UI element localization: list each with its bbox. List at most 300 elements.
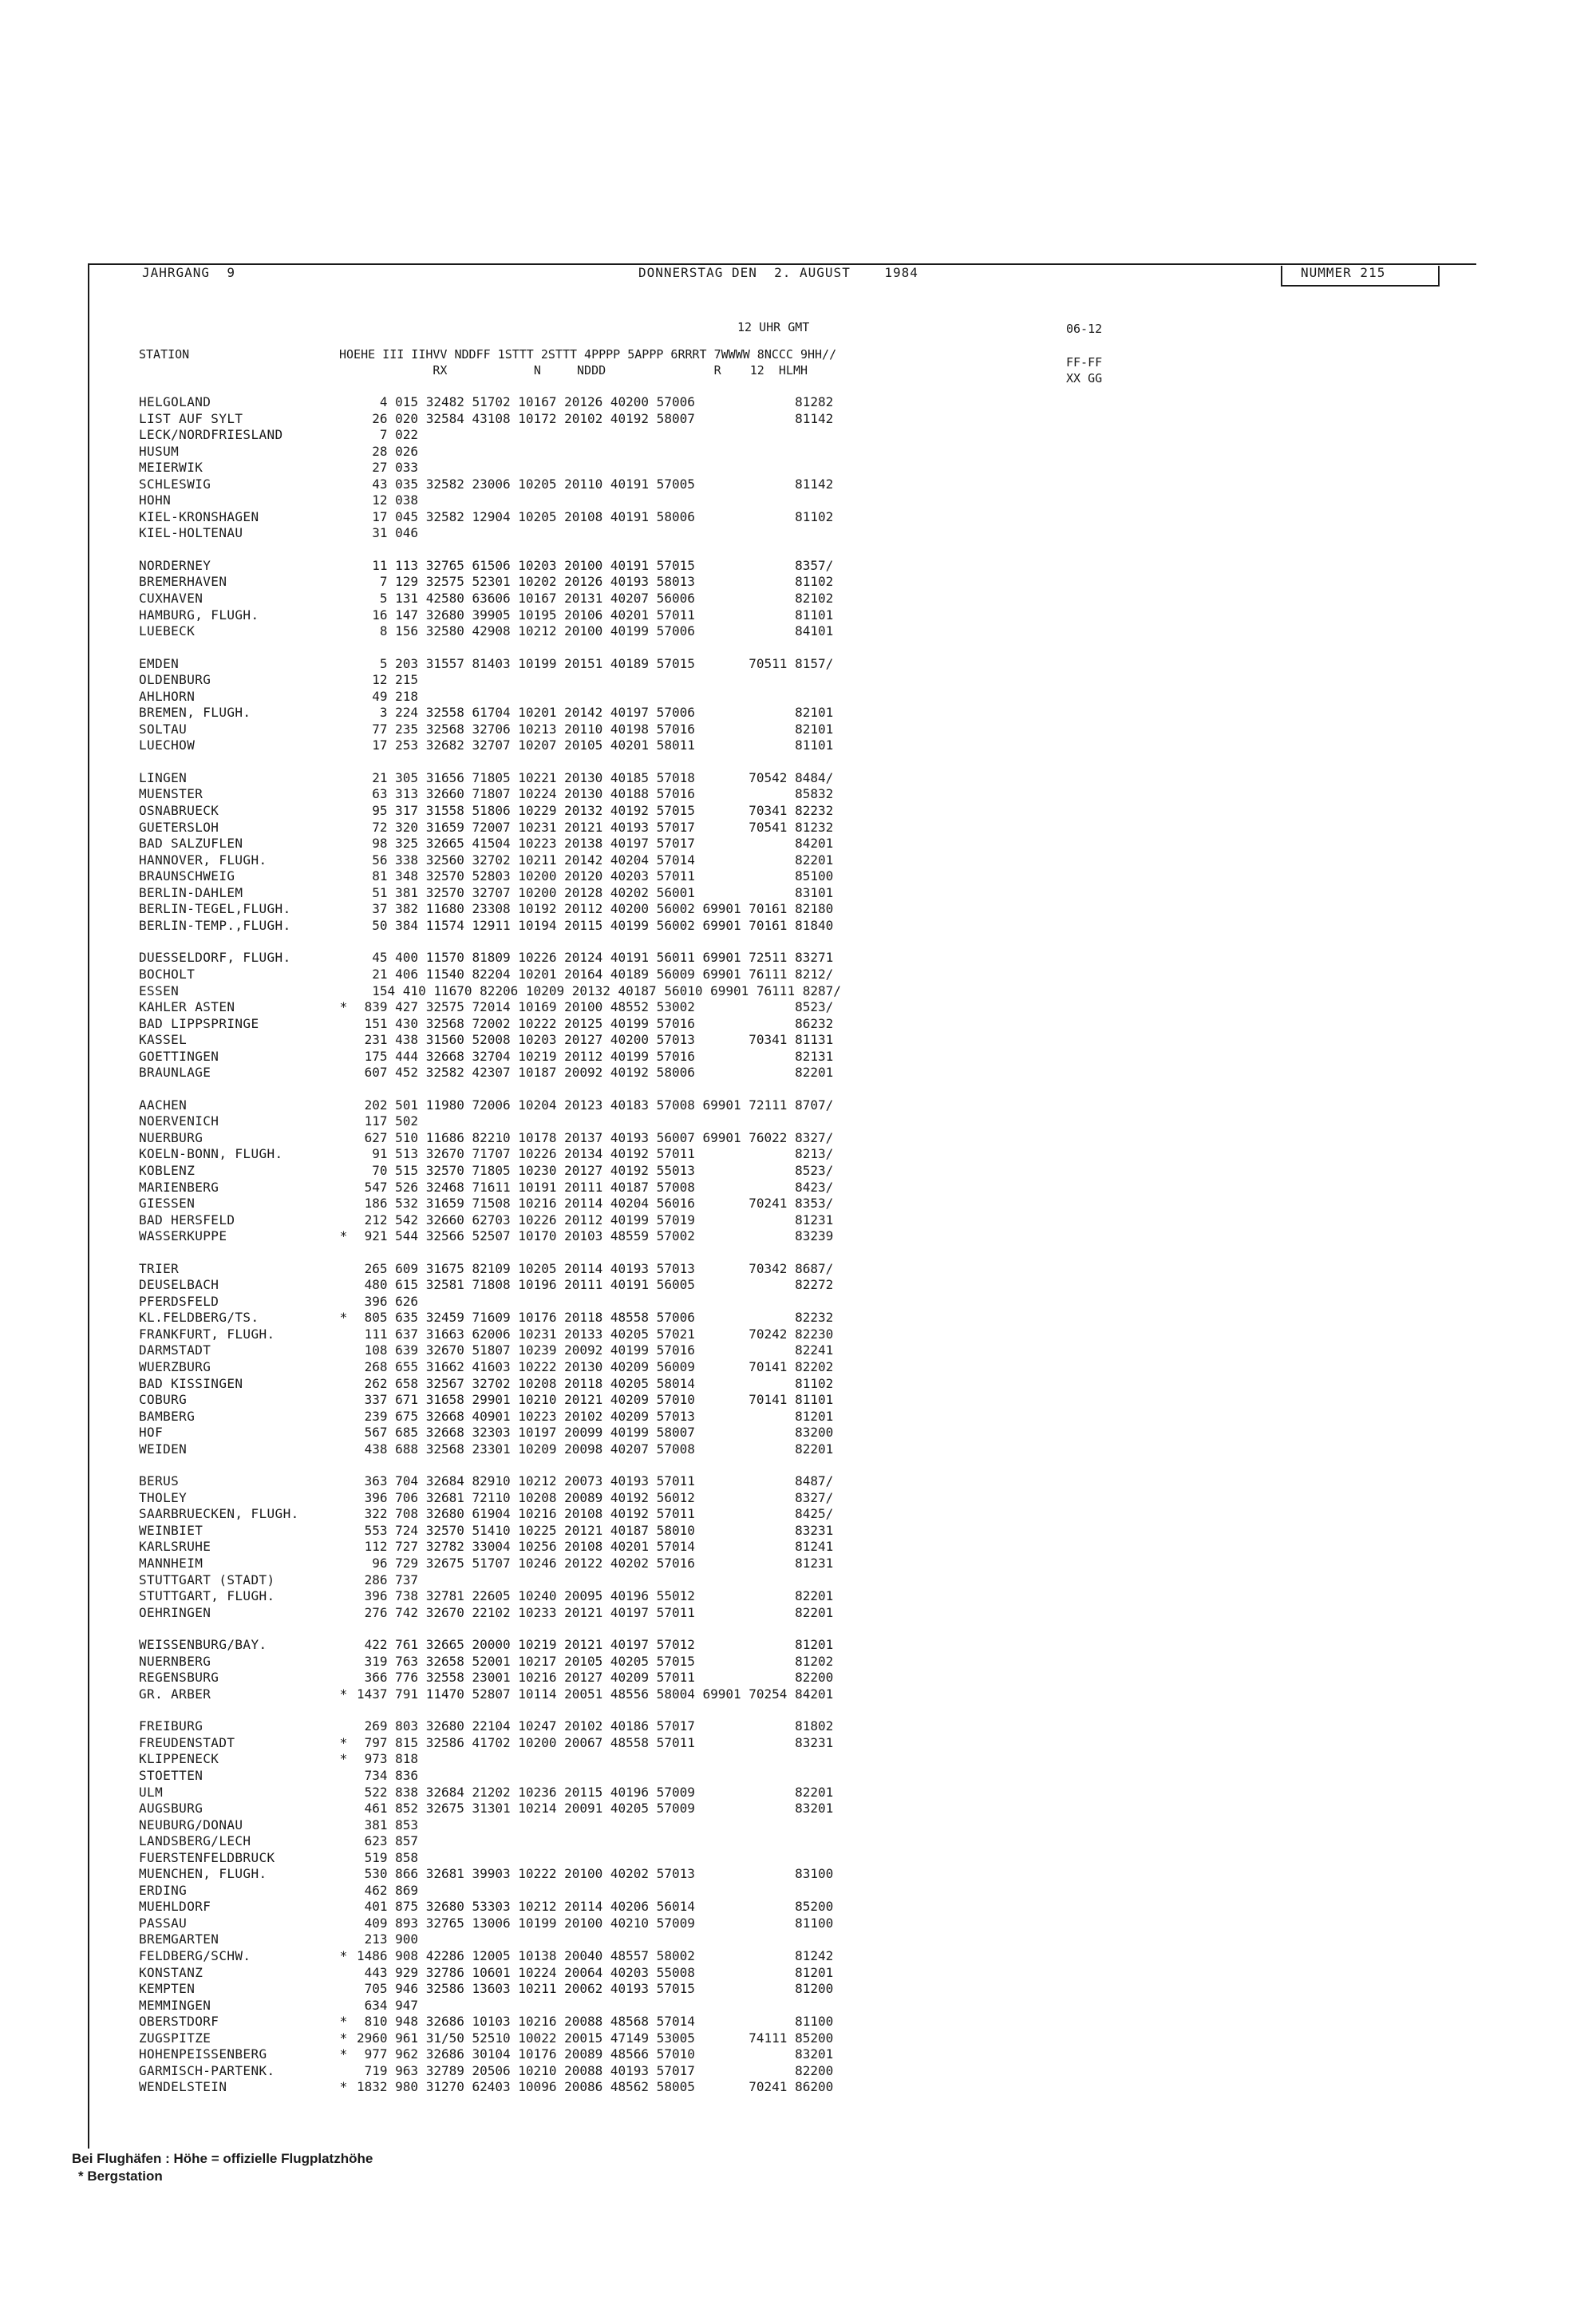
station-name: HELGOLAND bbox=[139, 394, 211, 409]
mountain-station-marker bbox=[330, 770, 357, 787]
station-row bbox=[139, 1785, 1448, 1801]
mountain-station-marker bbox=[330, 1016, 357, 1033]
observation-codes: 810 948 32686 10103 10216 20088 48568 57014 81100 bbox=[357, 2014, 834, 2030]
observation-codes: 3 224 32558 61704 10201 20142 40197 57006 82101 bbox=[357, 705, 834, 721]
station-name: MANNHEIM bbox=[139, 1556, 203, 1571]
observation-codes: 37 382 11680 23308 10192 20112 40200 56002 69901 70161 82180 bbox=[357, 901, 834, 917]
observation-codes: 553 724 32570 51410 10225 20121 40187 58010 83231 bbox=[357, 1522, 834, 1538]
mountain-station-marker: * bbox=[339, 2046, 348, 2062]
station-row bbox=[139, 1751, 1448, 1768]
station-row bbox=[139, 1261, 1448, 1278]
station-row bbox=[139, 1376, 1448, 1393]
mountain-station-marker bbox=[330, 1473, 357, 1490]
mountain-station-marker bbox=[330, 1654, 357, 1670]
observation-codes: 91 513 32670 71707 10226 20134 40192 57011 8213/ bbox=[357, 1146, 834, 1162]
mountain-station-marker bbox=[330, 1785, 357, 1801]
observation-codes: 4 015 32482 51702 10167 20126 40200 57006 81282 bbox=[357, 394, 834, 409]
observation-codes: 5 203 31557 81403 10199 20151 40189 57015 70511 8157/ bbox=[357, 655, 834, 671]
station-row bbox=[139, 1409, 1448, 1425]
station-name: BERLIN-TEMP.,FLUGH. bbox=[139, 917, 291, 933]
station-name: THOLEY bbox=[139, 1489, 188, 1505]
station-row bbox=[139, 1899, 1448, 1915]
mountain-station-marker bbox=[330, 1196, 357, 1212]
observation-codes: 45 400 11570 81809 10226 20124 40191 56011 69901 72511 83271 bbox=[357, 950, 834, 966]
observation-codes: 409 893 32765 13006 10199 20100 40210 57009 81100 bbox=[357, 1915, 834, 1931]
station-group bbox=[139, 1718, 1448, 2096]
mountain-station-marker bbox=[330, 1768, 357, 1785]
station-name: KOBLENZ bbox=[139, 1162, 196, 1178]
station-name: KIEL-KRONSHAGEN bbox=[139, 508, 259, 524]
observation-codes: 77 235 32568 32706 10213 20110 40198 57016 82101 bbox=[357, 721, 834, 737]
station-name: WEINBIET bbox=[139, 1522, 203, 1538]
station-name: STOETTEN bbox=[139, 1768, 203, 1784]
station-name: COBURG bbox=[139, 1392, 188, 1408]
station-name: HOHN bbox=[139, 492, 172, 508]
observation-codes: 480 615 32581 71808 10196 20111 40191 56005 82272 bbox=[357, 1277, 834, 1293]
station-name: BOCHOLT bbox=[139, 966, 196, 982]
mountain-station-marker bbox=[330, 1163, 357, 1180]
station-row bbox=[139, 852, 1448, 869]
station-name: GARMISCH-PARTENK. bbox=[139, 2062, 275, 2078]
observation-codes: 381 853 bbox=[357, 1817, 419, 1832]
observation-codes: 31 046 bbox=[357, 525, 419, 541]
mountain-station-marker bbox=[330, 1326, 357, 1343]
station-row bbox=[139, 1294, 1448, 1311]
mountain-station-marker bbox=[330, 1065, 357, 1081]
station-name: DUESSELDORF, FLUGH. bbox=[139, 950, 291, 966]
station-row bbox=[139, 1146, 1448, 1163]
station-group bbox=[139, 1637, 1448, 1702]
station-row bbox=[139, 770, 1448, 787]
mountain-station-marker bbox=[330, 525, 357, 542]
observation-codes: 1486 908 42286 12005 10138 20040 48557 58002 81242 bbox=[357, 1948, 834, 1964]
mountain-station-marker: * bbox=[339, 2014, 348, 2030]
observation-codes: 111 637 31663 62006 10231 20133 40205 57021 70242 82230 bbox=[357, 1326, 834, 1342]
station-name: BREMERHAVEN bbox=[139, 574, 227, 590]
gg-column-header: XX GG bbox=[1066, 371, 1103, 385]
station-name: LUECHOW bbox=[139, 737, 196, 753]
mountain-station-marker bbox=[330, 394, 357, 411]
observation-codes: 396 706 32681 72110 10208 20089 40192 56012 8327/ bbox=[357, 1489, 834, 1505]
station-name: FELDBERG/SCHW. bbox=[139, 1948, 251, 1964]
station-name: GUETERSLOH bbox=[139, 819, 219, 835]
station-name: NORDERNEY bbox=[139, 557, 211, 573]
station-name: KL.FELDBERG/TS. bbox=[139, 1310, 259, 1326]
mountain-station-marker bbox=[330, 1294, 357, 1311]
station-name: MEMMINGEN bbox=[139, 1997, 211, 2013]
station-row bbox=[139, 705, 1448, 722]
station-row bbox=[139, 591, 1448, 607]
station-row bbox=[139, 999, 1448, 1016]
mountain-station-marker bbox=[330, 1277, 357, 1294]
mountain-station-marker bbox=[330, 1670, 357, 1686]
station-name: SOLTAU bbox=[139, 721, 188, 737]
station-name: FREUDENSTADT bbox=[139, 1734, 235, 1750]
mountain-station-marker bbox=[330, 1899, 357, 1915]
station-name: KIEL-HOLTENAU bbox=[139, 525, 243, 541]
mountain-station-marker bbox=[330, 1032, 357, 1049]
observation-codes: 43 035 32582 23006 10205 20110 40191 57005 81142 bbox=[357, 476, 834, 492]
station-name: BERLIN-DAHLEM bbox=[139, 884, 243, 900]
station-name: BRAUNLAGE bbox=[139, 1065, 211, 1081]
station-name: MUENCHEN, FLUGH. bbox=[139, 1866, 267, 1882]
mountain-station-marker: * bbox=[339, 999, 348, 1015]
mountain-station-marker bbox=[330, 1490, 357, 1507]
station-row bbox=[139, 460, 1448, 476]
mountain-station-marker bbox=[330, 1392, 357, 1409]
station-name: OLDENBURG bbox=[139, 672, 211, 688]
station-name: MARIENBERG bbox=[139, 1179, 219, 1195]
observation-codes: 27 033 bbox=[357, 460, 419, 476]
station-row bbox=[139, 394, 1448, 411]
station-name: MUENSTER bbox=[139, 786, 203, 802]
station-row bbox=[139, 525, 1448, 542]
station-row bbox=[139, 492, 1448, 509]
mountain-station-marker bbox=[330, 574, 357, 591]
station-name: MUEHLDORF bbox=[139, 1899, 211, 1915]
station-name: BAD HERSFELD bbox=[139, 1212, 235, 1228]
station-row bbox=[139, 2014, 1448, 2030]
station-row bbox=[139, 1130, 1448, 1147]
observation-codes: 202 501 11980 72006 10204 20123 40183 57008 69901 72111 8707/ bbox=[357, 1097, 834, 1113]
station-name: BAMBERG bbox=[139, 1408, 196, 1424]
mountain-station-marker bbox=[330, 1572, 357, 1589]
station-row bbox=[139, 2063, 1448, 2080]
mountain-station-marker bbox=[330, 2063, 357, 2080]
station-name: DEUSELBACH bbox=[139, 1277, 219, 1293]
mountain-station-marker bbox=[330, 1833, 357, 1850]
station-name: KOELN-BONN, FLUGH. bbox=[139, 1146, 283, 1162]
station-name: DARMSTADT bbox=[139, 1342, 211, 1358]
observation-codes: 797 815 32586 41702 10200 20067 48558 57011 83231 bbox=[357, 1734, 834, 1750]
station-row bbox=[139, 1637, 1448, 1654]
mountain-station-marker bbox=[330, 885, 357, 902]
observation-codes: 8 156 32580 42908 10212 20100 40199 57006 84101 bbox=[357, 623, 834, 639]
observation-codes: 396 626 bbox=[357, 1293, 419, 1309]
station-name: OBERSTDORF bbox=[139, 2014, 219, 2030]
observation-codes: 839 427 32575 72014 10169 20100 48552 53002 8523/ bbox=[357, 999, 834, 1015]
observation-codes: 268 655 31662 41603 10222 20130 40209 56009 70141 82202 bbox=[357, 1358, 834, 1374]
station-row bbox=[139, 1850, 1448, 1867]
station-name: ERDING bbox=[139, 1882, 188, 1898]
mountain-station-marker bbox=[330, 786, 357, 803]
station-row bbox=[139, 1735, 1448, 1752]
observation-codes: 17 045 32582 12904 10205 20108 40191 58006 81102 bbox=[357, 508, 834, 524]
station-row bbox=[139, 1817, 1448, 1834]
station-row bbox=[139, 1180, 1448, 1196]
observation-codes: 522 838 32684 21202 10236 20115 40196 57009 82201 bbox=[357, 1784, 834, 1800]
observation-codes: 17 253 32682 32707 10207 20105 40201 58011 81101 bbox=[357, 737, 834, 753]
mountain-station-marker bbox=[330, 509, 357, 526]
station-row bbox=[139, 1506, 1448, 1523]
station-group bbox=[139, 394, 1448, 542]
station-name: BAD LIPPSPRINGE bbox=[139, 1015, 259, 1031]
mountain-station-marker bbox=[330, 1113, 357, 1130]
observation-codes: 977 962 32686 30104 10176 20089 48566 57010 83201 bbox=[357, 2046, 834, 2062]
station-name: HOF bbox=[139, 1425, 164, 1441]
station-row bbox=[139, 1016, 1448, 1033]
observation-codes: 28 026 bbox=[357, 443, 419, 459]
station-name: LIST AUF SYLT bbox=[139, 410, 243, 426]
station-name: KARLSRUHE bbox=[139, 1539, 211, 1555]
footnote-mountain: * Bergstation bbox=[78, 2169, 163, 2184]
observation-codes: 70 515 32570 71805 10230 20127 40192 55013 8523/ bbox=[357, 1162, 834, 1178]
observation-codes: 1832 980 31270 62403 10096 20086 48562 58005 70241 86200 bbox=[357, 2079, 834, 2095]
station-group bbox=[139, 1097, 1448, 1245]
station-row bbox=[139, 1833, 1448, 1850]
issue-number: NUMMER 215 bbox=[1301, 265, 1386, 280]
mountain-station-marker: * bbox=[339, 1310, 348, 1326]
station-row bbox=[139, 1441, 1448, 1458]
station-row bbox=[139, 1490, 1448, 1507]
observation-codes: 51 381 32570 32707 10200 20128 40202 56001 83101 bbox=[357, 884, 834, 900]
observation-codes: 95 317 31558 51806 10229 20132 40192 57015 70341 82232 bbox=[357, 803, 834, 819]
station-name: REGENSBURG bbox=[139, 1670, 219, 1686]
observation-codes: 1437 791 11470 52807 10114 20051 48556 58004 69901 70254 84201 bbox=[357, 1686, 834, 1702]
observation-codes: 567 685 32668 32303 10197 20099 40199 58007 83200 bbox=[357, 1425, 834, 1441]
mountain-station-marker bbox=[330, 1556, 357, 1572]
station-row bbox=[139, 1113, 1448, 1130]
mountain-station-marker bbox=[330, 1981, 357, 1998]
mountain-station-marker bbox=[330, 1376, 357, 1393]
station-column-header: STATION bbox=[139, 347, 190, 362]
station-row bbox=[139, 1212, 1448, 1229]
mountain-station-marker bbox=[330, 444, 357, 461]
observation-codes: 2960 961 31/50 52510 10022 20015 47149 53005 74111 85200 bbox=[357, 2030, 834, 2046]
station-row bbox=[139, 444, 1448, 461]
station-name: WASSERKUPPE bbox=[139, 1228, 227, 1244]
observation-codes: 7 129 32575 52301 10202 20126 40193 58013 81102 bbox=[357, 574, 834, 590]
mountain-station-marker bbox=[330, 1146, 357, 1163]
mountain-station-marker bbox=[330, 1539, 357, 1556]
observation-codes: 11 113 32765 61506 10203 20100 40191 57015 8357/ bbox=[357, 557, 834, 573]
station-row bbox=[139, 1065, 1448, 1081]
mountain-station-marker bbox=[330, 460, 357, 476]
observation-codes: 7 022 bbox=[357, 427, 419, 443]
station-row bbox=[139, 786, 1448, 803]
station-group bbox=[139, 950, 1448, 1081]
observation-codes: 50 384 11574 12911 10194 20115 40199 56002 69901 70161 81840 bbox=[357, 917, 834, 933]
station-row bbox=[139, 476, 1448, 493]
observation-codes: 117 502 bbox=[357, 1113, 419, 1129]
mountain-station-marker bbox=[330, 901, 357, 918]
observation-codes: 151 430 32568 72002 10222 20125 40199 57016 86232 bbox=[357, 1015, 834, 1031]
station-name: WEIDEN bbox=[139, 1441, 188, 1457]
station-row bbox=[139, 868, 1448, 885]
station-row bbox=[139, 1883, 1448, 1900]
observation-codes: 734 836 bbox=[357, 1768, 419, 1784]
observation-codes: 175 444 32668 32704 10219 20112 40199 57016 82131 bbox=[357, 1048, 834, 1064]
station-row bbox=[139, 2046, 1448, 2063]
station-name: ULM bbox=[139, 1784, 164, 1800]
station-name: NUERNBERG bbox=[139, 1653, 211, 1669]
observation-codes: 396 738 32781 22605 10240 20095 40196 55012 82201 bbox=[357, 1588, 834, 1604]
mountain-station-marker bbox=[330, 1998, 357, 2014]
observation-codes: 49 218 bbox=[357, 688, 419, 704]
mountain-station-marker bbox=[330, 1817, 357, 1834]
observation-codes: 276 742 32670 22102 10233 20121 40197 57011 82201 bbox=[357, 1604, 834, 1620]
station-name: FREIBURG bbox=[139, 1718, 203, 1734]
mountain-station-marker bbox=[330, 1605, 357, 1622]
mountain-station-marker bbox=[330, 1130, 357, 1147]
station-name: KONSTANZ bbox=[139, 1964, 203, 1980]
station-row bbox=[139, 1473, 1448, 1490]
mountain-station-marker bbox=[330, 1409, 357, 1425]
mountain-station-marker bbox=[330, 803, 357, 820]
station-name: HUSUM bbox=[139, 443, 180, 459]
ff-column-header: FF-FF bbox=[1066, 355, 1103, 370]
station-name: FUERSTENFELDBRUCK bbox=[139, 1849, 275, 1865]
observation-codes: 607 452 32582 42307 10187 20092 40192 58006 82201 bbox=[357, 1065, 834, 1081]
station-name: HAMBURG, FLUGH. bbox=[139, 607, 259, 623]
station-name: NEUBURG/DONAU bbox=[139, 1817, 243, 1832]
station-name: OSNABRUECK bbox=[139, 803, 219, 819]
station-name: LINGEN bbox=[139, 769, 188, 785]
observation-codes: 72 320 31659 72007 10231 20121 40193 57017 70541 81232 bbox=[357, 819, 834, 835]
station-name: AACHEN bbox=[139, 1097, 188, 1113]
station-row bbox=[139, 2079, 1448, 2096]
station-row bbox=[139, 1425, 1448, 1441]
station-name: HANNOVER, FLUGH. bbox=[139, 852, 267, 868]
station-name: ZUGSPITZE bbox=[139, 2030, 211, 2046]
station-name: NUERBURG bbox=[139, 1129, 203, 1145]
mountain-station-marker bbox=[330, 836, 357, 852]
mountain-station-marker bbox=[330, 722, 357, 738]
observation-codes: 519 858 bbox=[357, 1849, 419, 1865]
station-row bbox=[139, 983, 1448, 1000]
station-row bbox=[139, 689, 1448, 706]
mountain-station-marker: * bbox=[339, 1948, 348, 1964]
station-row bbox=[139, 1359, 1448, 1376]
mountain-station-marker bbox=[330, 1965, 357, 1982]
station-name: WUERZBURG bbox=[139, 1358, 211, 1374]
station-name: SAARBRUECKEN, FLUGH. bbox=[139, 1506, 299, 1522]
station-group bbox=[139, 1473, 1448, 1621]
mountain-station-marker bbox=[330, 1850, 357, 1867]
station-name: HOHENPEISSENBERG bbox=[139, 2046, 267, 2062]
observation-codes: 269 803 32680 22104 10247 20102 40186 57017 81802 bbox=[357, 1718, 834, 1734]
station-row bbox=[139, 1915, 1448, 1932]
station-row bbox=[139, 427, 1448, 444]
station-name: BREMGARTEN bbox=[139, 1931, 219, 1947]
observation-codes: 337 671 31658 29901 10210 20121 40209 57010 70141 81101 bbox=[357, 1392, 834, 1408]
station-row bbox=[139, 967, 1448, 983]
observation-codes: 462 869 bbox=[357, 1882, 419, 1898]
station-row bbox=[139, 411, 1448, 428]
station-row bbox=[139, 1654, 1448, 1670]
station-row bbox=[139, 574, 1448, 591]
mountain-station-marker bbox=[330, 1718, 357, 1735]
station-name: BERLIN-TEGEL,FLUGH. bbox=[139, 901, 291, 917]
station-row bbox=[139, 509, 1448, 526]
station-row bbox=[139, 1556, 1448, 1572]
station-group bbox=[139, 558, 1448, 640]
mountain-station-marker bbox=[330, 411, 357, 428]
station-row bbox=[139, 623, 1448, 640]
observation-codes: 81 348 32570 52803 10200 20120 40203 57011 85100 bbox=[357, 868, 834, 884]
station-row bbox=[139, 722, 1448, 738]
station-name: CUXHAVEN bbox=[139, 591, 203, 607]
mountain-station-marker bbox=[330, 1342, 357, 1359]
observation-codes: 634 947 bbox=[357, 1997, 419, 2013]
station-name: WENDELSTEIN bbox=[139, 2079, 227, 2095]
station-row bbox=[139, 1948, 1448, 1965]
station-name: AUGSBURG bbox=[139, 1801, 203, 1817]
station-row bbox=[139, 1539, 1448, 1556]
observation-codes: 16 147 32680 39905 10195 20106 40201 57011 81101 bbox=[357, 607, 834, 623]
mountain-station-marker bbox=[330, 852, 357, 869]
observation-codes: 623 857 bbox=[357, 1833, 419, 1849]
mountain-station-marker bbox=[330, 983, 357, 1000]
station-group bbox=[139, 1261, 1448, 1458]
observation-codes: 262 658 32567 32702 10208 20118 40205 58014 81102 bbox=[357, 1375, 834, 1391]
station-name: GOETTINGEN bbox=[139, 1048, 219, 1064]
observation-codes: 705 946 32586 13603 10211 20062 40193 57015 81200 bbox=[357, 1981, 834, 1997]
station-name: WEISSENBURG/BAY. bbox=[139, 1637, 267, 1653]
mountain-station-marker bbox=[330, 1866, 357, 1883]
mountain-station-marker bbox=[330, 1261, 357, 1278]
observation-codes: 239 675 32668 40901 10223 20102 40209 57013 81201 bbox=[357, 1408, 834, 1424]
station-group bbox=[139, 656, 1448, 754]
codes-column-subheader: RX N NDDD R 12 HLMH bbox=[339, 363, 808, 378]
station-name: AHLHORN bbox=[139, 688, 196, 704]
mountain-station-marker bbox=[330, 820, 357, 836]
codes-column-header: HOEHE III IIHVV NDDFF 1STTT 2STTT 4PPPP 5APPP 6RRRT 7WWWW 8NCCC 9HH// bbox=[339, 347, 837, 362]
station-row bbox=[139, 1049, 1448, 1065]
station-row bbox=[139, 1998, 1448, 2014]
observation-codes: 286 737 bbox=[357, 1572, 419, 1587]
observation-codes: 212 542 32660 62703 10226 20112 40199 57019 81231 bbox=[357, 1212, 834, 1228]
station-name: PASSAU bbox=[139, 1915, 188, 1931]
mountain-station-marker bbox=[330, 1801, 357, 1817]
mountain-station-marker: * bbox=[339, 1228, 348, 1244]
volume-label: JAHRGANG 9 bbox=[142, 265, 235, 280]
observation-codes: 26 020 32584 43108 10172 20102 40192 58007 81142 bbox=[357, 410, 834, 426]
observation-codes: 366 776 32558 23001 10216 20127 40209 57011 82200 bbox=[357, 1670, 834, 1686]
mountain-station-marker bbox=[330, 1359, 357, 1376]
mountain-station-marker bbox=[330, 918, 357, 935]
mountain-station-marker bbox=[330, 672, 357, 689]
station-name: BERUS bbox=[139, 1473, 180, 1489]
station-name: PFERDSFELD bbox=[139, 1293, 219, 1309]
mountain-station-marker bbox=[330, 492, 357, 509]
station-row bbox=[139, 1931, 1448, 1948]
station-name: LANDSBERG/LECH bbox=[139, 1833, 251, 1849]
observation-codes: 96 729 32675 51707 10246 20122 40202 57016 81231 bbox=[357, 1556, 834, 1571]
observation-codes: 12 038 bbox=[357, 492, 419, 508]
mountain-station-marker bbox=[330, 623, 357, 640]
mountain-station-marker bbox=[330, 427, 357, 444]
station-row bbox=[139, 901, 1448, 918]
mountain-station-marker bbox=[330, 737, 357, 754]
station-row bbox=[139, 558, 1448, 575]
observation-codes: 5 131 42580 63606 10167 20131 40207 56006 82102 bbox=[357, 591, 834, 607]
time-range: 06-12 bbox=[1066, 322, 1103, 336]
mountain-station-marker: * bbox=[339, 1734, 348, 1750]
mountain-station-marker bbox=[330, 1523, 357, 1540]
mountain-station-marker: * bbox=[339, 1686, 348, 1702]
station-row bbox=[139, 1392, 1448, 1409]
footnote-airport: Bei Flughäfen : Höhe = offizielle Flugplatzhöhe bbox=[72, 2151, 373, 2166]
mountain-station-marker: * bbox=[339, 2030, 348, 2046]
mountain-station-marker bbox=[330, 1425, 357, 1441]
station-row bbox=[139, 737, 1448, 754]
observation-codes: 322 708 32680 61904 10216 20108 40192 57011 8425/ bbox=[357, 1506, 834, 1522]
station-name: GR. ARBER bbox=[139, 1686, 211, 1702]
station-name: MEIERWIK bbox=[139, 460, 203, 476]
mountain-station-marker bbox=[330, 1097, 357, 1114]
station-name: ESSEN bbox=[139, 982, 180, 998]
